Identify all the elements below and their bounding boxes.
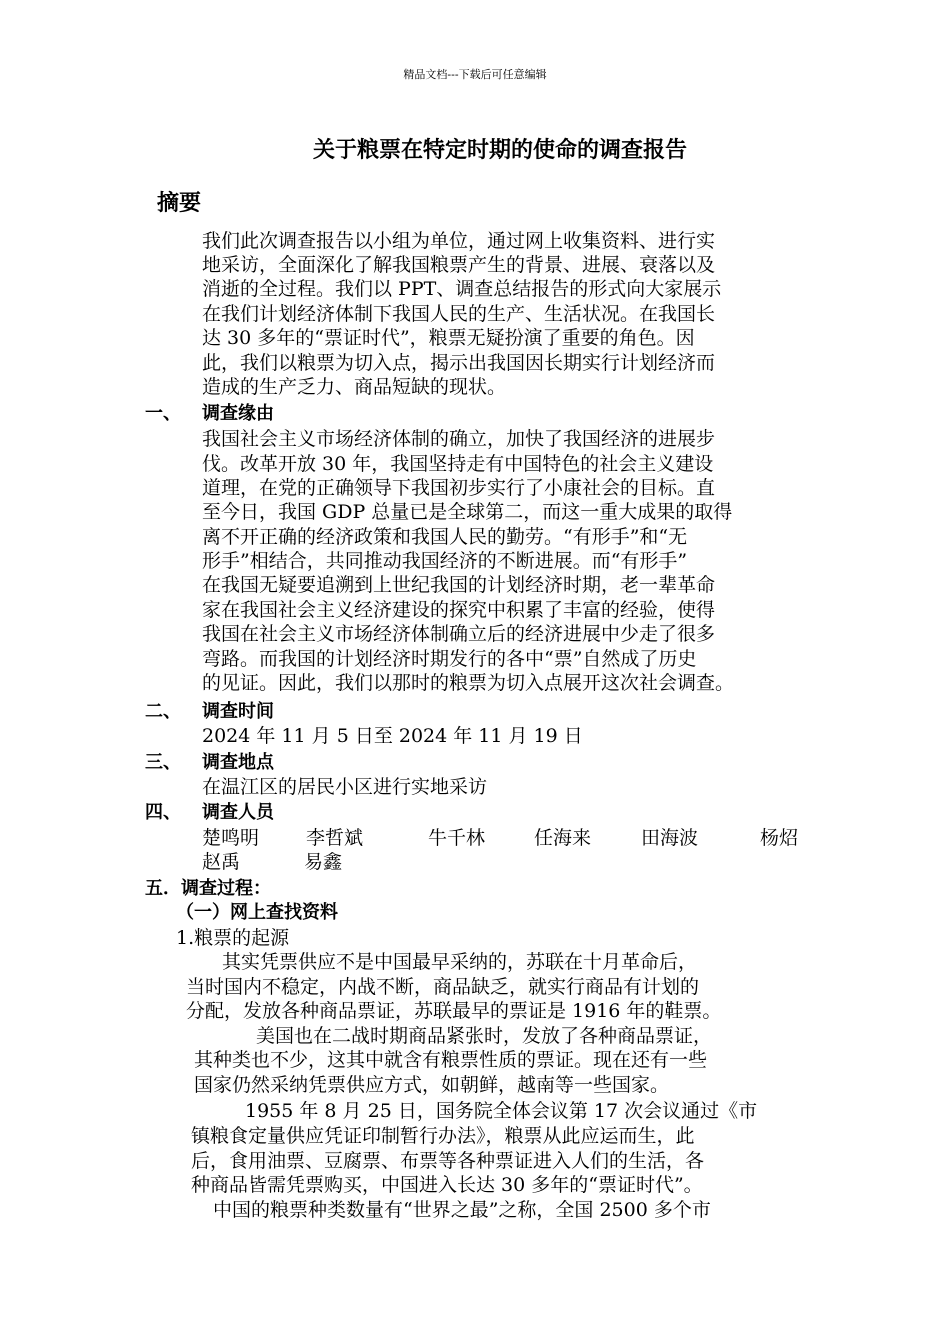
paragraph-line: 后，食用油票、豆腐票、布票等各种票证进入人们的生活，各 [191,1150,705,1172]
member-name: 易鑫 [304,851,343,873]
section-2-number: 二、 [145,701,181,722]
item-heading: 1.粮票的起源 [176,927,290,949]
abstract-line: 消逝的全过程。我们以 PPT、调查总结报告的形式向大家展示 [202,278,722,300]
section-1-line: 弯路。而我国的计划经济时期发行的各中“票”自然成了历史 [202,648,697,670]
section-2-heading: 调查时间 [202,701,274,722]
section-1-line: 形手”相结合，共同推动我国经济的不断进展。而“有形手” [202,550,688,572]
member-name: 牛千林 [428,827,486,849]
section-1-number: 一、 [145,403,181,424]
paragraph-line: 种商品皆需凭票购买，中国进入长达 30 多年的“票证时代”。 [191,1174,703,1196]
section-1-line: 至今日，我国 GDP 总量已是全球第二，而这一重大成果的取得 [202,501,733,523]
section-3-heading: 调查地点 [202,752,274,773]
paragraph-line: 美国也在二战时期商品紧张时，发放了各种商品票证， [256,1025,713,1047]
member-name: 楚鸣明 [202,827,260,849]
abstract-line: 在我们计划经济体制下我国人民的生产、生活状况。在我国长 [202,303,716,325]
document-title: 关于粮票在特定时期的使命的调查报告 [312,137,687,163]
section-1-line: 家在我国社会主义经济建设的探究中积累了丰富的经验，使得 [202,599,716,621]
paragraph-line: 其实凭票供应不是中国最早采纳的，苏联在十月革命后， [222,951,698,973]
section-1-line: 道理，在党的正确领导下我国初步实行了小康社会的目标。直 [202,477,716,499]
paragraph-line: 分配，发放各种商品票证，苏联最早的票证是 1916 年的鞋票。 [186,1000,722,1022]
survey-location: 在温江区的居民小区进行实地采访 [202,776,488,798]
abstract-heading: 摘要 [157,190,202,216]
section-1-line: 伐。改革开放 30 年，我国坚持走有中国特色的社会主义建设 [202,453,714,475]
abstract-line: 达 30 多年的“票证时代”，粮票无疑扮演了重要的角色。因 [202,327,695,349]
section-1-line: 在我国无疑要追溯到上世纪我国的计划经济时期，老一辈革命 [202,574,716,596]
section-3-number: 三、 [145,752,181,773]
member-name: 杨炤 [760,827,799,849]
section-1-line: 我国社会主义市场经济体制的确立，加快了我国经济的进展步 [202,428,716,450]
page-header: 精品文档---下载后可任意编辑 [403,68,547,81]
paragraph-line: 国家仍然采纳凭票供应方式，如朝鲜，越南等一些国家。 [194,1074,670,1096]
abstract-line: 造成的生产乏力、商品短缺的现状。 [202,376,507,398]
paragraph-line: 当时国内不稳定，内战不断，商品缺乏，就实行商品有计划的 [186,976,700,998]
section-1-line: 我国在社会主义市场经济体制确立后的经济进展中少走了很多 [202,623,716,645]
paragraph-line: 1955 年 8 月 25 日，国务院全体会议第 17 次会议通过《市 [245,1100,758,1122]
survey-time: 2024 年 11 月 5 日至 2024 年 11 月 19 日 [202,725,583,747]
paragraph-line: 中国的粮票种类数量有“世界之最”之称，全国 2500 多个市 [213,1199,711,1221]
section-1-line: 离不开正确的经济政策和我国人民的勤劳。“有形手”和“无 [202,526,688,548]
member-name: 田海波 [641,827,699,849]
abstract-line: 地采访，全面深化了解我国粮票产生的背景、进展、衰落以及 [202,254,716,276]
member-name: 李哲斌 [306,827,364,849]
section-4-heading: 调查人员 [202,802,274,823]
subsection-heading: （一）网上查找资料 [176,902,338,923]
abstract-line: 我们此次调查报告以小组为单位，通过网上收集资料、进行实 [202,230,716,252]
member-name: 赵禹 [202,851,241,873]
member-name: 任海来 [534,827,592,849]
section-4-number: 四、 [145,802,181,823]
paragraph-line: 其种类也不少，这其中就含有粮票性质的票证。现在还有一些 [194,1049,708,1071]
section-1-heading: 调查缘由 [202,403,274,424]
section-1-line: 的见证。因此，我们以那时的粮票为切入点展开这次社会调查。 [202,672,735,694]
section-5-heading: 五．调查过程： [145,878,271,899]
paragraph-line: 镇粮食定量供应凭证印制暂行办法》，粮票从此应运而生，此 [191,1125,695,1147]
abstract-line: 此，我们以粮票为切入点，揭示出我国因长期实行计划经济而 [202,352,716,374]
